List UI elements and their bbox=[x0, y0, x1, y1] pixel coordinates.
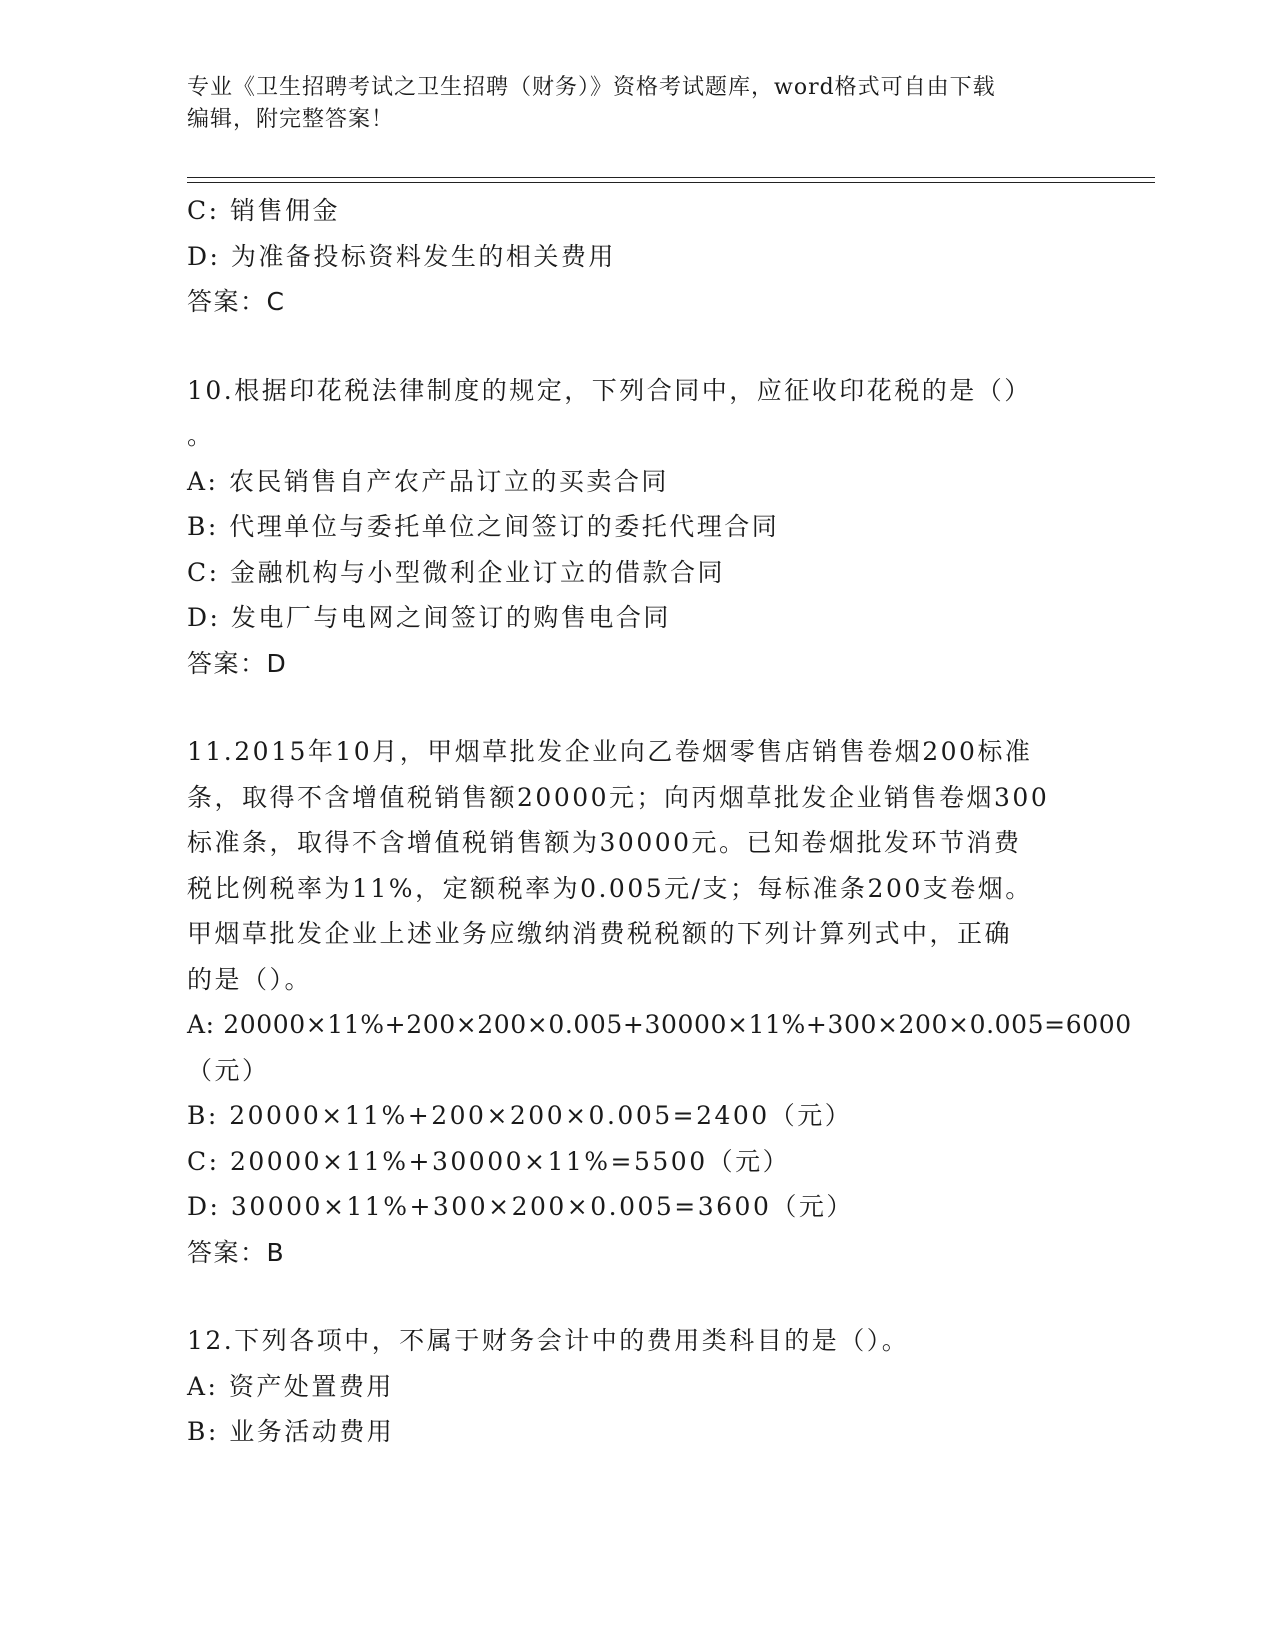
q11-answer: 答案：B bbox=[187, 1237, 286, 1267]
header-divider-top bbox=[187, 177, 1155, 178]
q11-option-d: D: 30000×11%+300×200×0.005=3600（元） bbox=[187, 1192, 854, 1221]
q12-stem: 12.下列各项中，不属于财务会计中的费用类科目的是（）。 bbox=[187, 1326, 910, 1355]
spacer bbox=[187, 686, 1087, 729]
q11-stem-line-1: 11.2015年10月，甲烟草批发企业向乙卷烟零售店销售卷烟200标准 bbox=[187, 737, 1033, 766]
q11-stem-line-6: 的是（）。 bbox=[187, 964, 313, 994]
q11-stem-line-3: 标准条，取得不含增值税销售额为30000元。已知卷烟批发环节消费 bbox=[187, 828, 1022, 857]
q11-stem-line-2: 条，取得不含增值税销售额20000元；向丙烟草批发企业销售卷烟300 bbox=[187, 782, 1050, 812]
q9-answer: 答案：C bbox=[187, 287, 286, 316]
q11-option-a-line-1: A: 20000×11%+200×200×0.005+30000×11%+300×200×0.005=6000 bbox=[187, 1010, 1132, 1039]
question-11 bbox=[187, 729, 1132, 1275]
header-line-1: 专业《卫生招聘考试之卫生招聘（财务）》资格考试题库，word格式可自由下载 bbox=[187, 75, 996, 100]
question-12 bbox=[187, 1318, 1087, 1455]
q10-option-b: B: 代理单位与委托单位之间签订的委托代理合同 bbox=[187, 512, 780, 541]
question-10 bbox=[187, 368, 1087, 687]
q12-option-a: A: 资产处置费用 bbox=[187, 1371, 394, 1401]
spacer bbox=[187, 1275, 1087, 1318]
q11-option-c: C: 20000×11%+30000×11%=5500（元） bbox=[187, 1146, 791, 1176]
q10-stem-line-1: 10.根据印花税法律制度的规定，下列合同中，应征收印花税的是（） bbox=[187, 375, 1032, 405]
q9-option-c: C: 销售佣金 bbox=[187, 196, 340, 225]
header-divider-bottom bbox=[187, 182, 1155, 183]
q11-option-b: B: 20000×11%+200×200×0.005=2400（元） bbox=[187, 1101, 853, 1130]
q11-stem-line-5: 甲烟草批发企业上述业务应缴纳消费税税额的下列计算列式中，正确 bbox=[187, 919, 1013, 948]
q12-option-b: B: 业务活动费用 bbox=[187, 1417, 395, 1446]
question-9-tail bbox=[187, 188, 1087, 325]
q11-option-a-line-2: （元） bbox=[187, 1055, 270, 1085]
header-line-2: 编辑，附完整答案！ bbox=[187, 107, 395, 132]
q10-option-a: A: 农民销售自产农产品订立的买卖合同 bbox=[187, 466, 669, 496]
q10-stem-line-2: 。 bbox=[187, 421, 215, 450]
spacer bbox=[187, 325, 1087, 368]
q10-answer: 答案：D bbox=[187, 648, 288, 678]
q11-stem-line-4: 税比例税率为11%，定额税率为0.005元/支；每标准条200支卷烟。 bbox=[187, 873, 1033, 903]
question-content bbox=[187, 188, 1132, 1455]
q9-option-d: D: 为准备投标资料发生的相关费用 bbox=[187, 241, 616, 271]
q10-option-d: D: 发电厂与电网之间签订的购售电合同 bbox=[187, 603, 671, 632]
q10-option-c: C: 金融机构与小型微利企业订立的借款合同 bbox=[187, 557, 725, 587]
document-header bbox=[187, 72, 1087, 136]
